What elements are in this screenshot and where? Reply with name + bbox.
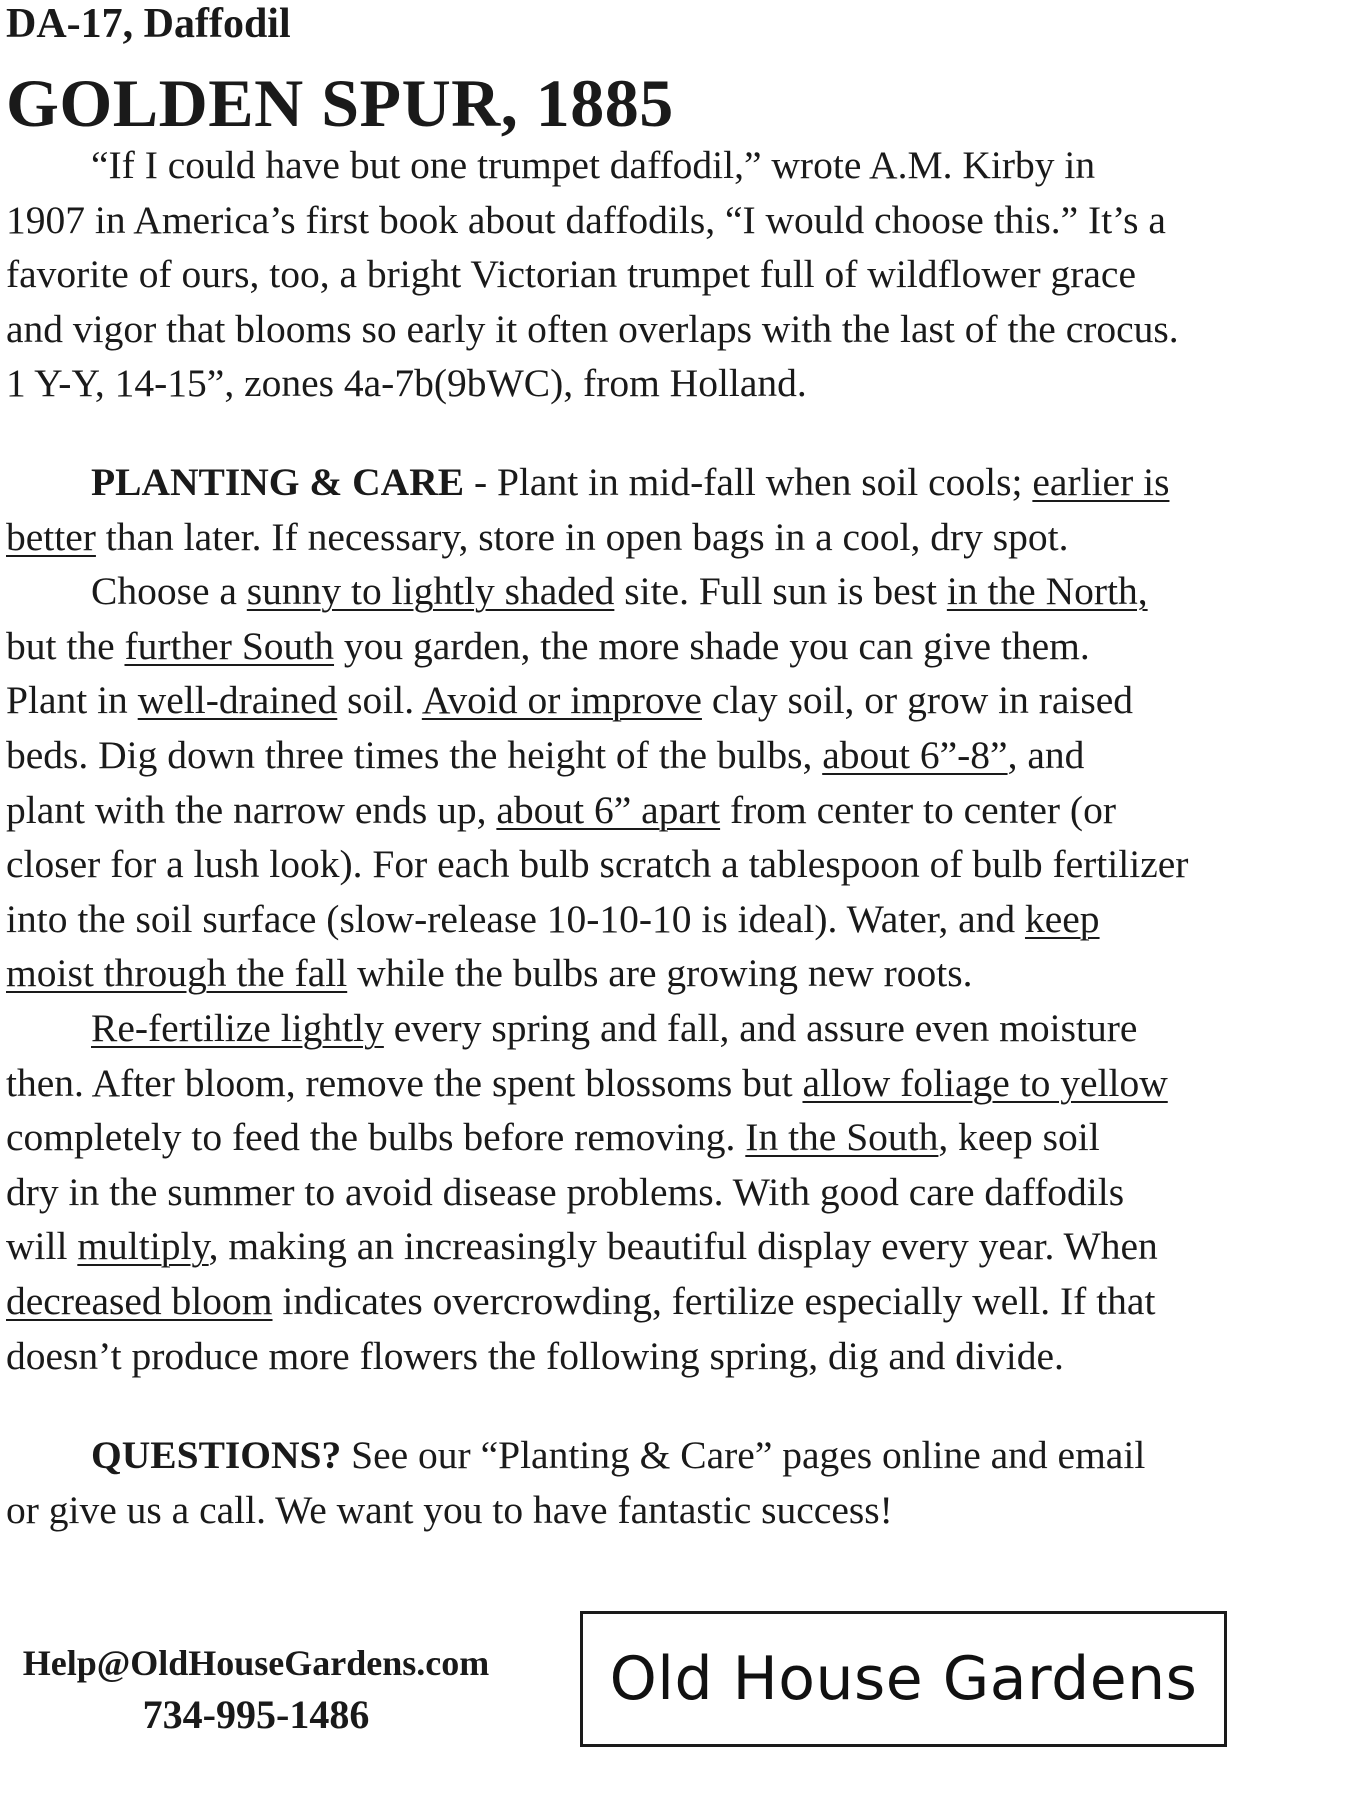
planting-line: into the soil surface (slow-release 10-10-10 is ideal). Water, and keep (6, 896, 1100, 941)
email-address: Help@OldHouseGardens.com (22, 1643, 490, 1683)
questions-line: or give us a call. We want you to have fantastic success! (6, 1487, 893, 1532)
brand-logo: Old House Gardens (609, 1644, 1198, 1714)
underlined-phrase: Avoid or improve (421, 678, 702, 723)
underlined-phrase: earlier is (1032, 460, 1170, 504)
planting-line: closer for a lush look). For each bulb scratch a tablespoon of bulb fertilizer (6, 842, 1189, 887)
phone-number: 734-995-1486 (142, 1692, 370, 1737)
questions-line: QUESTIONS? See our “Planting & Care” pages online and email (91, 1433, 1146, 1477)
underlined-phrase: allow foliage to yellow (802, 1060, 1168, 1105)
questions-heading: QUESTIONS? (91, 1433, 342, 1477)
planting-line: plant with the narrow ends up, about 6” apart from center to center (or (6, 787, 1116, 832)
product-title: GOLDEN SPUR, 1885 (6, 65, 674, 141)
brand-logo-box (580, 1611, 1227, 1747)
description-line: 1 Y-Y, 14-15”, zones 4a-7b(9bWC), from Holland. (6, 361, 807, 406)
planting-line: Re-fertilize lightly every spring and fall, and assure even moisture (91, 1005, 1138, 1050)
planting-line: then. After bloom, remove the spent blossoms but allow foliage to yellow (6, 1060, 1168, 1105)
product-code: DA-17, Daffodil (6, 1, 291, 47)
planting-line: better than later. If necessary, store in open bags in a cool, dry spot. (6, 514, 1069, 559)
underlined-phrase: in the North, (946, 569, 1148, 614)
underlined-phrase: well-drained (137, 678, 338, 723)
planting-line: doesn’t produce more flowers the following spring, dig and divide. (6, 1333, 1064, 1378)
planting-line: Plant in well-drained soil. Avoid or improve clay soil, or grow in raised (6, 678, 1134, 723)
planting-line: moist through the fall while the bulbs are growing new roots. (6, 951, 973, 996)
planting-line: Choose a sunny to lightly shaded site. Full sun is best in the North, (91, 569, 1148, 614)
planting-heading: PLANTING & CARE (91, 460, 465, 504)
description-line: and vigor that blooms so early it often overlaps with the last of the crocus. (6, 306, 1179, 351)
underlined-phrase: Re-fertilize lightly (91, 1005, 384, 1050)
underlined-phrase: multiply (77, 1224, 209, 1269)
planting-line: completely to feed the bulbs before removing. In the South, keep soil (6, 1115, 1100, 1160)
underlined-phrase: sunny to lightly shaded (246, 569, 615, 614)
underlined-phrase: moist through the fall (6, 951, 348, 996)
description-line: favorite of ours, too, a bright Victorian trumpet full of wildflower grace (6, 252, 1136, 297)
description-line: “If I could have but one trumpet daffodil,” wrote A.M. Kirby in (91, 143, 1096, 187)
contact-info (6, 1640, 506, 1744)
description-line: 1907 in America’s first book about daffodils, “I would choose this.” It’s a (6, 197, 1166, 242)
planting-line: dry in the summer to avoid disease problems. With good care daffodils (6, 1169, 1125, 1214)
underlined-phrase: better (6, 514, 96, 559)
planting-line: but the further South you garden, the more shade you can give them. (6, 623, 1090, 668)
underlined-phrase: In the South (745, 1115, 939, 1160)
underlined-phrase: further South (124, 623, 335, 668)
planting-line: PLANTING & CARE - Plant in mid-fall when soil cools; earlier is (91, 460, 1170, 504)
underlined-phrase: about 6” apart (496, 787, 721, 832)
underlined-phrase: about 6”-8” (822, 732, 1008, 777)
questions-section (6, 1428, 1306, 1537)
planting-care-section (6, 455, 1306, 1383)
planting-line: will multiply, making an increasingly beautiful display every year. When (6, 1224, 1158, 1269)
planting-line: decreased bloom indicates overcrowding, fertilize especially well. If that (6, 1278, 1156, 1323)
underlined-phrase: keep (1024, 896, 1100, 941)
description-paragraph (6, 138, 1306, 411)
underlined-phrase: decreased bloom (6, 1278, 273, 1323)
planting-line: beds. Dig down three times the height of the bulbs, about 6”-8”, and (6, 732, 1085, 777)
